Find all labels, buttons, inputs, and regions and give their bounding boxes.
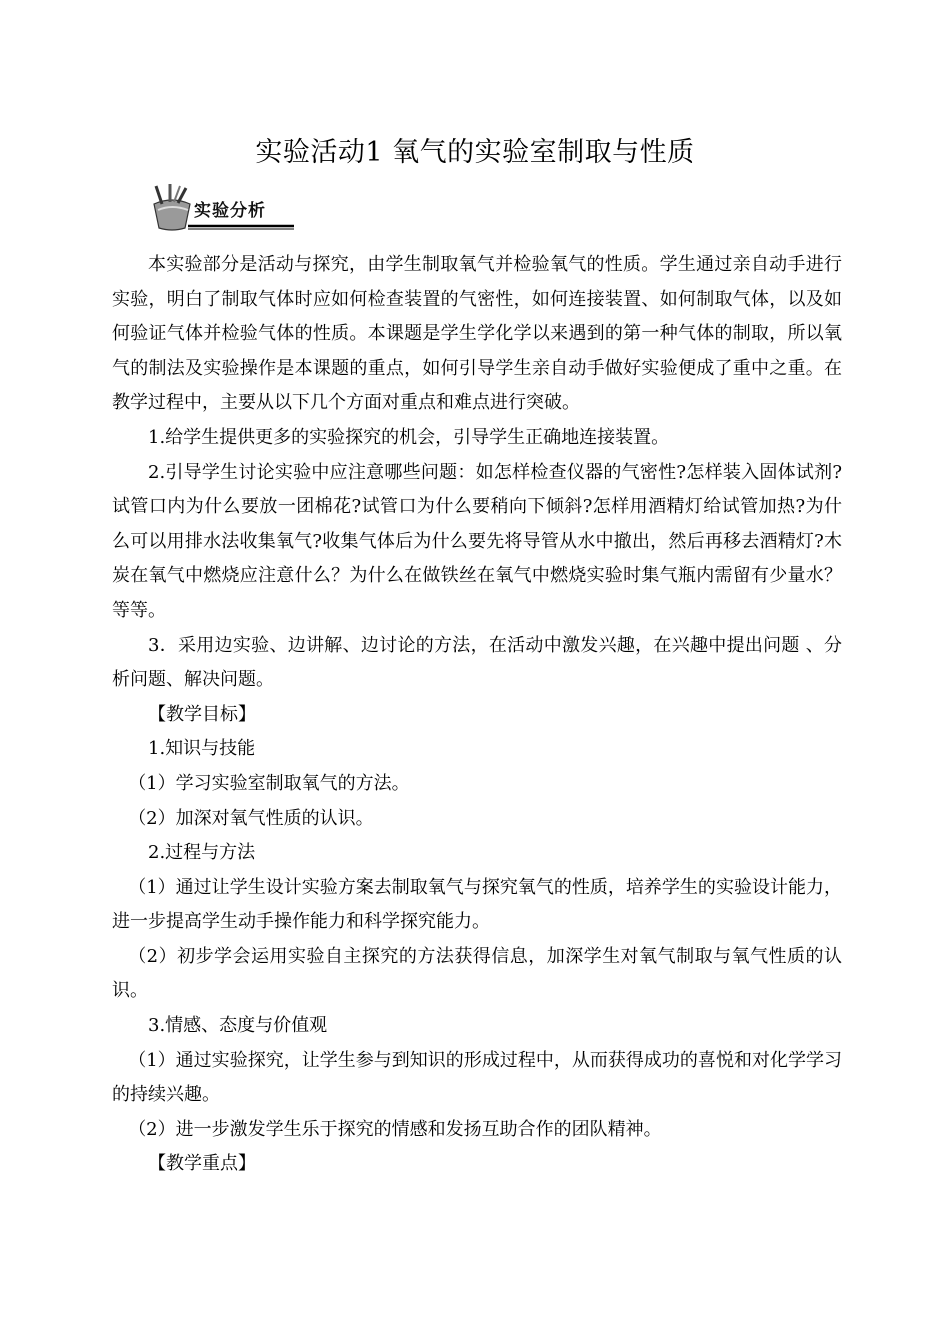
list-item: （2）进一步激发学生乐于探究的情感和发扬互助合作的团队精神。 xyxy=(128,1118,662,1140)
list-item: （2）初步学会运用实验自主探究的方法获得信息，加深学生对氧气制取与氧气性质的认识。 xyxy=(112,945,842,1002)
document-body xyxy=(112,248,842,1182)
heading-teaching-goals: 【教学目标】 xyxy=(148,703,256,725)
paragraph-point-1: 1.给学生提供更多的实验探究的机会，引导学生正确地连接装置。 xyxy=(148,426,670,448)
section-badge xyxy=(148,182,298,232)
list-item: （1）通过实验探究，让学生参与到知识的形成过程中，从而获得成功的喜悦和对化学学习的持续兴趣。 xyxy=(112,1049,842,1106)
page-title: 实验活动1 氧气的实验室制取与性质 xyxy=(255,137,695,168)
heading-teaching-focus: 【教学重点】 xyxy=(148,1153,256,1175)
subheading-emotions-values: 3.情感、态度与价值观 xyxy=(148,1015,328,1037)
paragraph-point-3: 3．采用边实验、边讲解、边讨论的方法，在活动中激发兴趣，在兴趣中提出问题 、分析问题、解决问题。 xyxy=(112,634,842,691)
subheading-knowledge-skills: 1.知识与技能 xyxy=(148,738,256,760)
section-badge-label: 实验分析 xyxy=(194,201,266,221)
subheading-process-methods: 2.过程与方法 xyxy=(148,842,256,864)
list-item: （1）学习实验室制取氧气的方法。 xyxy=(128,772,410,794)
paragraph-intro: 本实验部分是活动与探究，由学生制取氧气并检验氧气的性质。学生通过亲自动手进行实验，明白了制取气体时应如何检查装置的气密性，如何连接装置、如何制取气体，以及如何验证气体并检验气体的性质。本课题是学生学化学以来遇到的第一种气体的制取，所以氧气的制法及实验操作是本课题的重点，如何引导学生亲自动手做好实验便成了重中之重。在教学过程中，主要从以下几个方面对重点和难点进行突破。 xyxy=(112,254,842,414)
list-item: （2）加深对氧气性质的认识。 xyxy=(128,807,374,829)
list-item: （1）通过让学生设计实验方案去制取氧气与探究氧气的性质，培养学生的实验设计能力，进一步提高学生动手操作能力和科学探究能力。 xyxy=(112,876,842,933)
paragraph-point-2: 2.引导学生讨论实验中应注意哪些问题：如怎样检查仪器的气密性?怎样装入固体试剂?试管口内为什么要放一团棉花?试管口为什么要稍向下倾斜?怎样用酒精灯给试管加热?为什么可以用排水法收集氧气?收集气体后为什么要先将导管从水中撤出，然后再移去酒精灯?木炭在氧气中燃烧应注意什么？为什么在做铁丝在氧气中燃烧实验时集气瓶内需留有少量水？等等。 xyxy=(112,461,842,621)
